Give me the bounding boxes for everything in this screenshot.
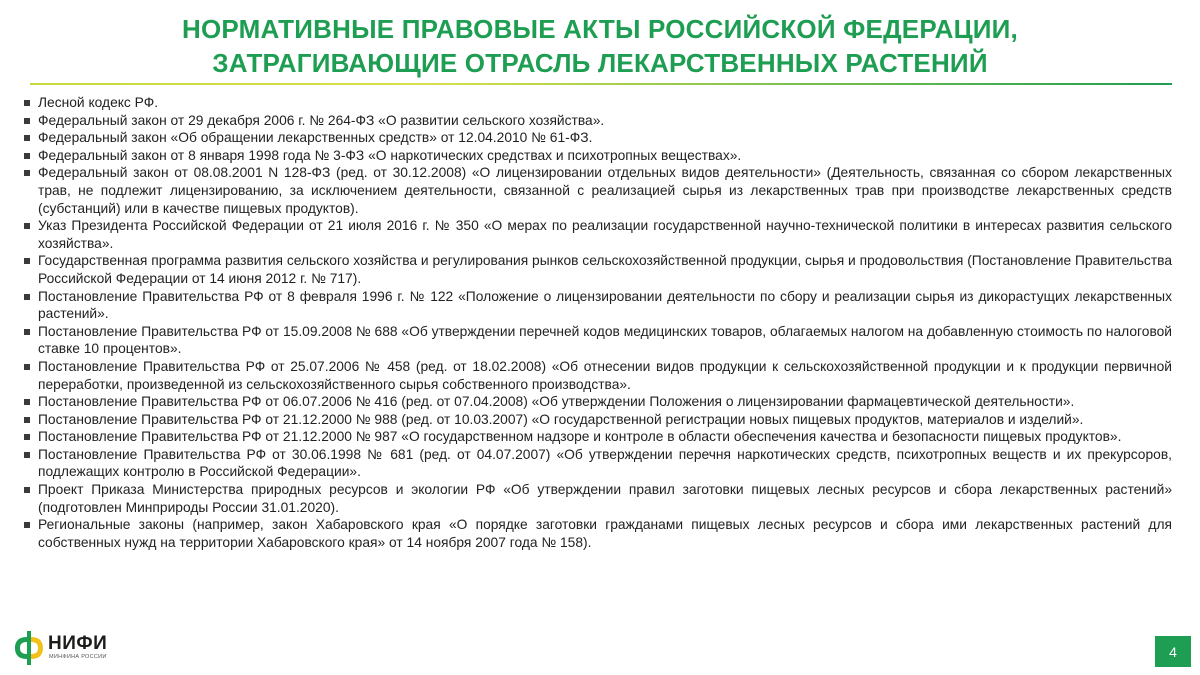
square-bullet-icon bbox=[24, 329, 30, 335]
square-bullet-icon bbox=[24, 100, 30, 106]
square-bullet-icon bbox=[24, 364, 30, 370]
legal-act-text: Проект Приказа Министерства природных ресурсов и экологии РФ «Об утверждении правил заготовки пищевых лесных ресурсов и сбора лекарственных растений» (подготовлен Минприроды России 31.01.2020). bbox=[38, 482, 1172, 515]
nifi-emblem-icon bbox=[14, 631, 44, 665]
title-divider bbox=[30, 83, 1172, 85]
legal-act-item bbox=[22, 393, 1172, 411]
legal-act-text: Постановление Правительства РФ от 15.09.2008 № 688 «Об утверждении перечней кодов медицинских товаров, облагаемых налогом на добавленную стоимость по налоговой ставке 10 процентов». bbox=[38, 323, 1172, 357]
legal-act-text: Постановление Правительства РФ от 25.07.2006 № 458 (ред. от 18.02.2008) «Об отнесении видов продукции к сельскохозяйственной продукции и к продукции первичной переработки, произведенной из сельскохозяйственного сырья собственного производства». bbox=[38, 358, 1172, 392]
square-bullet-icon bbox=[24, 434, 30, 440]
square-bullet-icon bbox=[24, 135, 30, 141]
legal-act-text: Федеральный закон от 08.08.2001 N 128-ФЗ (ред. от 30.12.2008) «О лицензировании отдельных видов деятельности» (Деятельность, связанная со сбором лекарственных трав, не подлежит лицензированию, за исключением деятельности, связанной с реализацией сырья из лекарственных трав при производстве лекарственных средств (субстанций) или в качестве пищевых продуктов). bbox=[38, 165, 1172, 216]
legal-act-item bbox=[22, 358, 1172, 393]
legal-act-text: Федеральный закон от 8 января 1998 года № 3-ФЗ «О наркотических средствах и психотропных веществах». bbox=[38, 147, 742, 163]
square-bullet-icon bbox=[24, 487, 30, 493]
legal-act-text: Федеральный закон «Об обращении лекарственных средств» от 12.04.2010 № 61-ФЗ. bbox=[38, 130, 593, 146]
legal-act-item bbox=[22, 217, 1172, 252]
legal-act-text: Постановление Правительства РФ от 06.07.2006 № 416 (ред. от 07.04.2008) «Об утверждении Положения о лицензировании фармацевтической деятельности». bbox=[38, 394, 1075, 410]
square-bullet-icon bbox=[24, 294, 30, 300]
square-bullet-icon bbox=[24, 170, 30, 176]
square-bullet-icon bbox=[24, 153, 30, 159]
legal-act-item bbox=[22, 147, 1172, 165]
legal-act-item bbox=[22, 164, 1172, 217]
legal-act-text: Государственная программа развития сельского хозяйства и регулирования рынков сельскохозяйственной продукции, сырья и продовольствия (Постановление Правительства Российской Федерации от 14 июня 2012 г. № 717). bbox=[38, 253, 1172, 286]
page-number: 4 bbox=[1155, 636, 1191, 667]
legal-acts-list bbox=[22, 94, 1172, 551]
slide-title bbox=[0, 12, 1200, 80]
square-bullet-icon bbox=[24, 223, 30, 229]
legal-act-item bbox=[22, 112, 1172, 130]
legal-act-item bbox=[22, 446, 1172, 481]
legal-act-item bbox=[22, 288, 1172, 323]
square-bullet-icon bbox=[24, 258, 30, 264]
legal-act-text: Постановление Правительства РФ от 30.06.1998 № 681 (ред. от 04.07.2007) «Об утверждении перечня наркотических средств, психотропных веществ и их прекурсоров, подлежащих контролю в Российской Федерации». bbox=[38, 446, 1172, 480]
square-bullet-icon bbox=[24, 417, 30, 423]
legal-act-text: Федеральный закон от 29 декабря 2006 г. № 264-ФЗ «О развитии сельского хозяйства». bbox=[38, 112, 605, 128]
legal-act-item bbox=[22, 411, 1172, 429]
slide-title-line-1: НОРМАТИВНЫЕ ПРАВОВЫЕ АКТЫ РОССИЙСКОЙ ФЕДЕРАЦИИ, bbox=[182, 14, 1018, 44]
square-bullet-icon bbox=[24, 399, 30, 405]
legal-act-item bbox=[22, 428, 1172, 446]
legal-act-text: Лесной кодекс РФ. bbox=[38, 95, 159, 110]
nifi-logo bbox=[14, 631, 124, 665]
square-bullet-icon bbox=[24, 522, 30, 528]
square-bullet-icon bbox=[24, 452, 30, 458]
logo-name: НИФИ bbox=[48, 633, 108, 654]
legal-act-item bbox=[22, 323, 1172, 358]
legal-act-item bbox=[22, 252, 1172, 287]
legal-act-item bbox=[22, 516, 1172, 551]
legal-act-item bbox=[22, 94, 1172, 112]
square-bullet-icon bbox=[24, 118, 30, 124]
legal-act-item bbox=[22, 481, 1172, 516]
legal-act-text: Региональные законы (например, закон Хабаровского края «О порядке заготовки гражданами пищевых лесных ресурсов и сбора ими лекарственных растений для собственных нужд на территории Хабаровского края» от 14 ноября 2007 года № 158). bbox=[38, 517, 1172, 550]
slide-title-line-2: ЗАТРАГИВАЮЩИЕ ОТРАСЛЬ ЛЕКАРСТВЕННЫХ РАСТЕНИЙ bbox=[212, 48, 988, 78]
logo-subtitle: МИНФИНА РОССИИ bbox=[49, 654, 107, 660]
legal-act-text: Постановление Правительства РФ от 21.12.2000 № 987 «О государственном надзоре и контроле в области обеспечения качества и безопасности пищевых продуктов». bbox=[38, 429, 1122, 445]
legal-act-item bbox=[22, 129, 1172, 147]
legal-act-text: Постановление Правительства РФ от 8 февраля 1996 г. № 122 «Положение о лицензировании деятельности по сбору и реализации сырья из дикорастущих лекарственных растений». bbox=[38, 288, 1172, 322]
legal-act-text: Постановление Правительства РФ от 21.12.2000 № 988 (ред. от 10.03.2007) «О государственной регистрации новых пищевых продуктов, материалов и изделий». bbox=[38, 411, 1084, 427]
legal-act-text: Указ Президента Российской Федерации от 21 июля 2016 г. № 350 «О мерах по реализации государственной научно-технической политики в интересах развития сельского хозяйства». bbox=[38, 218, 1172, 251]
